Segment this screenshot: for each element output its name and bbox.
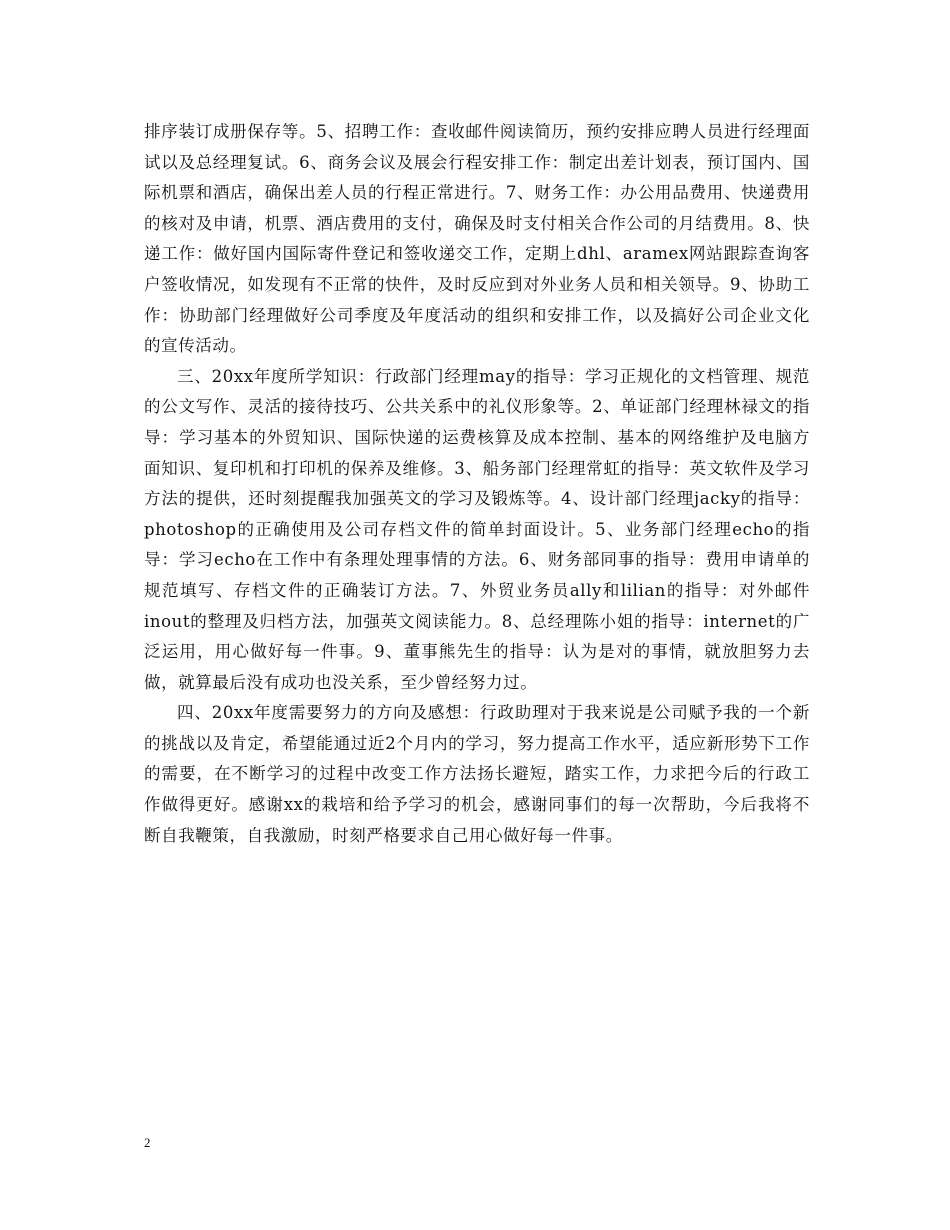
document-body xyxy=(144,117,810,851)
paragraph-knowledge-learned: 三、20xx年度所学知识：行政部门经理may的指导：学习正规化的文档管理、规范的公文写作、灵活的接待技巧、公共关系中的礼仪形象等。2、单证部门经理林禄文的指导：学习基本的外贸知识、国际快递的运费核算及成本控制、基本的网络维护及电脑方面知识、复印机和打印机的保养及维修。3、船务部门经理常虹的指导：英文软件及学习方法的提供，还时刻提醒我加强英文的学习及锻炼等。4、设计部门经理jacky的指导：photoshop的正确使用及公司存档文件的简单封面设计。5、业务部门经理echo的指导：学习echo在工作中有条理处理事情的方法。6、财务部同事的指导：费用申请单的规范填写、存档文件的正确装订方法。7、外贸业务员ally和lilian的指导：对外邮件inout的整理及归档方法，加强英文阅读能力。8、总经理陈小姐的指导：internet的广泛运用，用心做好每一件事。9、董事熊先生的指导：认为是对的事情，就放胆努力去做，就算最后没有成功也没关系，至少曾经努力过。 xyxy=(144,366,810,692)
paragraph-future-direction: 四、20xx年度需要努力的方向及感想：行政助理对于我来说是公司赋予我的一个新的挑战以及肯定，希望能通过近2个月内的学习，努力提高工作水平，适应新形势下工作的需要，在不断学习的过程中改变工作方法扬长避短，踏实工作，力求把今后的行政工作做得更好。感谢xx的栽培和给予学习的机会，感谢同事们的每一次帮助，今后我将不断自我鞭策，自我激励，时刻严格要求自己用心做好每一件事。 xyxy=(144,703,810,845)
page-number: 2 xyxy=(144,1135,151,1150)
paragraph-duties-continued: 排序装订成册保存等。5、招聘工作：查收邮件阅读简历，预约安排应聘人员进行经理面试以及总经理复试。6、商务会议及展会行程安排工作：制定出差计划表，预订国内、国际机票和酒店，确保出差人员的行程正常进行。7、财务工作：办公用品费用、快递费用的核对及申请，机票、酒店费用的支付，确保及时支付相关合作公司的月结费用。8、快递工作：做好国内国际寄件登记和签收递交工作，定期上dhl、aramex网站跟踪查询客户签收情况，如发现有不正常的快件，及时反应到对外业务人员和相关领导。9、协助工作：协助部门经理做好公司季度及年度活动的组织和安排工作，以及搞好公司企业文化的宣传活动。 xyxy=(144,122,810,356)
